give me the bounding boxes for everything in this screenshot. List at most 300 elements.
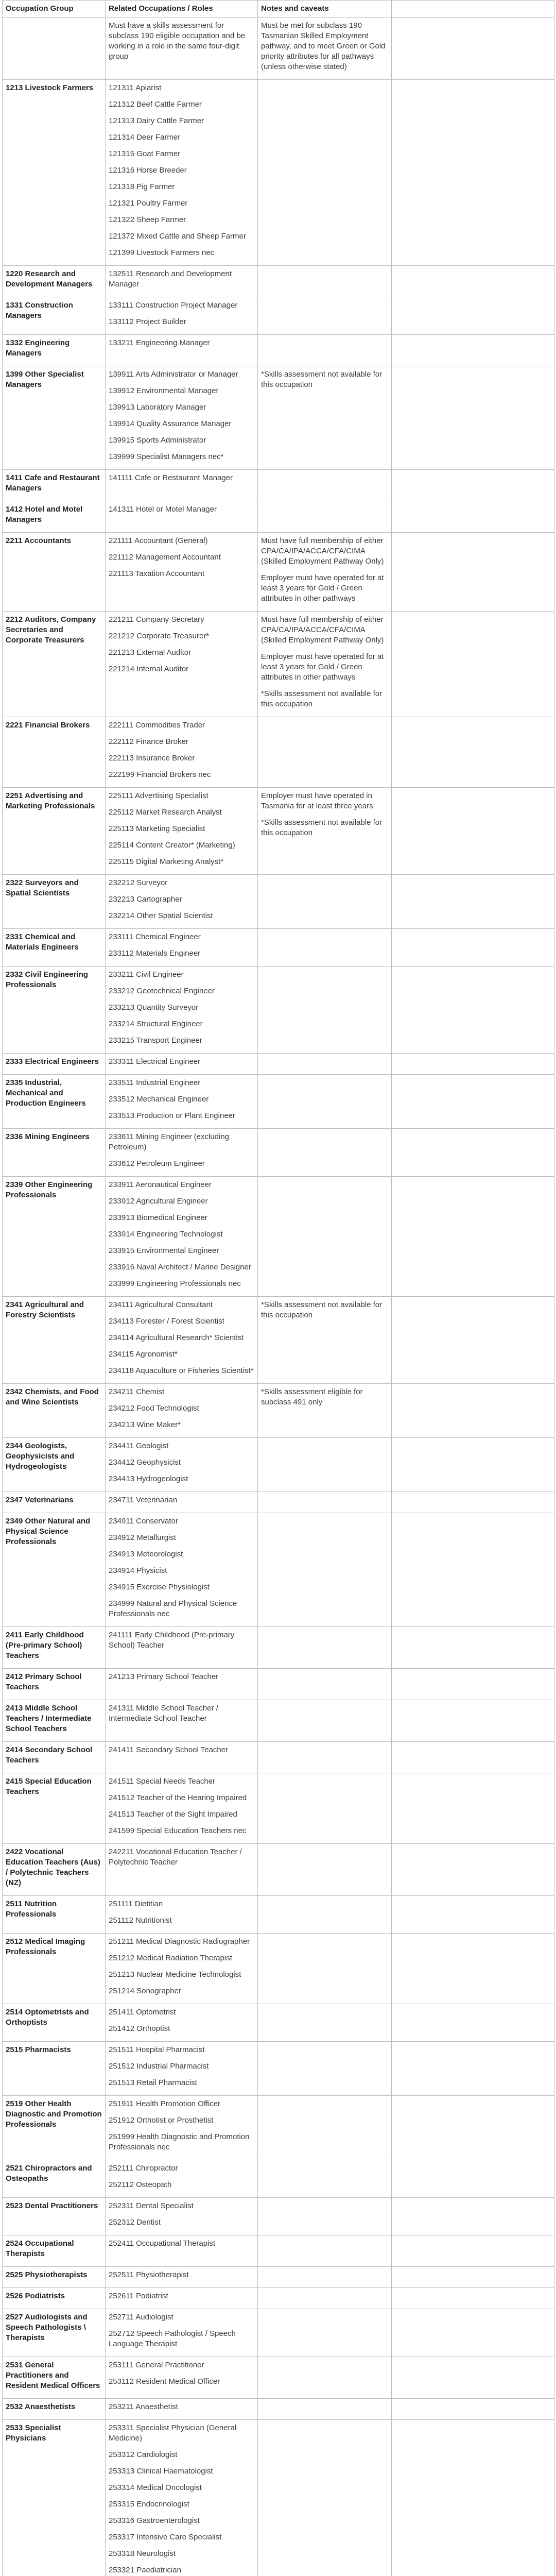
notes-cell — [258, 80, 392, 266]
notes-cell — [258, 1438, 392, 1492]
table-row — [3, 1054, 554, 1075]
notes-cell — [258, 967, 392, 1054]
intro-caveat-note: Must be met for subclass 190 Tasmanian Skilled Employment pathway, and to meet Green or Gold priority attributes for all pathways (unless otherwise stated) — [258, 18, 392, 80]
occupation-item: 233611 Mining Engineer (excluding Petroleum) — [109, 1132, 230, 1151]
table-row — [3, 1627, 554, 1669]
occupation-item: 139913 Laboratory Manager — [109, 403, 206, 412]
occupation-group-cell: 2413 Middle School Teachers / Intermediate School Teachers — [3, 1700, 106, 1742]
table-row — [3, 967, 554, 1054]
related-occupations-cell — [106, 1054, 258, 1075]
related-occupations-cell — [106, 80, 258, 266]
occupation-group-cell: 2512 Medical Imaging Professionals — [3, 1934, 106, 2004]
occupation-item: 251911 Health Promotion Officer — [109, 2099, 221, 2108]
occupation-item: 234911 Conservator — [109, 1517, 178, 1526]
occupation-item: 241411 Secondary School Teacher — [109, 1745, 229, 1754]
notes-cell — [258, 2160, 392, 2198]
related-occupations-cell — [106, 2288, 258, 2309]
occupation-item: 233912 Agricultural Engineer — [109, 1197, 208, 1206]
notes-cell — [258, 2357, 392, 2399]
extra-cell — [392, 2267, 554, 2288]
occupation-item: 121321 Poultry Farmer — [109, 199, 188, 208]
extra-cell — [392, 1627, 554, 1669]
table-row — [3, 929, 554, 967]
occupation-item: 251213 Nuclear Medicine Technologist — [109, 1970, 241, 1979]
occupation-item: 233915 Environmental Engineer — [109, 1246, 219, 1255]
occupation-item: 253111 General Practitioner — [109, 2361, 204, 2369]
notes-cell — [258, 2309, 392, 2357]
header-occupation-group: Occupation Group — [3, 1, 106, 18]
extra-cell — [392, 2004, 554, 2042]
occupation-item: 253317 Intensive Care Specialist — [109, 2533, 222, 2541]
occupation-item: 233215 Transport Engineer — [109, 1036, 202, 1045]
occupation-item: 251511 Hospital Pharmacist — [109, 2045, 205, 2054]
notes-cell — [258, 2288, 392, 2309]
occupation-item: 233999 Engineering Professionals nec — [109, 1279, 241, 1288]
related-occupations-cell — [106, 1513, 258, 1627]
related-occupations-cell — [106, 1844, 258, 1896]
table-row — [3, 2288, 554, 2309]
related-occupations-cell — [106, 2160, 258, 2198]
occupation-group-cell: 2523 Dental Practitioners — [3, 2198, 106, 2235]
table-row — [3, 1896, 554, 1934]
table-row — [3, 335, 554, 366]
related-occupations-cell — [106, 967, 258, 1054]
occupation-item: 241511 Special Needs Teacher — [109, 1777, 216, 1786]
occupation-item: 234111 Agricultural Consultant — [109, 1300, 213, 1309]
occupation-item: 251412 Orthoptist — [109, 2024, 170, 2033]
table-row — [3, 2235, 554, 2267]
occupation-group-cell: 2332 Civil Engineering Professionals — [3, 967, 106, 1054]
occupation-item: 221212 Corporate Treasurer* — [109, 632, 210, 640]
occupation-item: 234711 Veterinarian — [109, 1496, 178, 1504]
occupation-group-cell: 2221 Financial Brokers — [3, 717, 106, 788]
occupation-group-cell: 2336 Mining Engineers — [3, 1129, 106, 1177]
extra-cell — [392, 788, 554, 875]
occupation-group-cell: 2333 Electrical Engineers — [3, 1054, 106, 1075]
occupation-item: 251112 Nutritionist — [109, 1916, 172, 1925]
extra-cell — [392, 967, 554, 1054]
occupation-group-cell: 2422 Vocational Education Teachers (Aus) / Polytechnic Teachers (NZ) — [3, 1844, 106, 1896]
occupation-group-cell: 2526 Podiatrists — [3, 2288, 106, 2309]
occupation-group-cell: 2347 Veterinarians — [3, 1492, 106, 1513]
table-row — [3, 2198, 554, 2235]
occupation-item: 251111 Dietitian — [109, 1900, 163, 1908]
extra-cell — [392, 80, 554, 266]
intro-occupation-note: Must have a skills assessment for subclass 190 eligible occupation and be working in a role in the same four-digit group — [106, 18, 258, 80]
occupation-item: 233911 Aeronautical Engineer — [109, 1180, 212, 1189]
occupation-group-cell: 2511 Nutrition Professionals — [3, 1896, 106, 1934]
table-row — [3, 2309, 554, 2357]
related-occupations-cell — [106, 1773, 258, 1844]
occupation-group-cell: 2412 Primary School Teachers — [3, 1669, 106, 1700]
occupation-item: 221112 Management Accountant — [109, 553, 221, 562]
table-row — [3, 1129, 554, 1177]
occupation-group-cell: 2212 Auditors, Company Secretaries and Corporate Treasurers — [3, 612, 106, 717]
extra-cell — [392, 297, 554, 335]
occupation-item: 121316 Horse Breeder — [109, 166, 187, 175]
occupation-item: 141111 Cafe or Restaurant Manager — [109, 473, 233, 482]
table-row — [3, 1297, 554, 1384]
notes-cell — [258, 2004, 392, 2042]
notes-cell — [258, 1075, 392, 1129]
related-occupations-cell — [106, 788, 258, 875]
occupation-item: 234914 Physicist — [109, 1566, 167, 1575]
occupation-group-cell: 2349 Other Natural and Physical Science Professionals — [3, 1513, 106, 1627]
related-occupations-cell — [106, 1075, 258, 1129]
occupation-item: 233213 Quantity Surveyor — [109, 1003, 199, 1012]
occupation-item: 233511 Industrial Engineer — [109, 1078, 201, 1087]
occupation-item: 225115 Digital Marketing Analyst* — [109, 857, 224, 866]
notes-cell — [258, 1742, 392, 1773]
occupation-item: 253314 Medical Oncologist — [109, 2483, 202, 2492]
related-occupations-cell — [106, 1492, 258, 1513]
note-item: Employer must have operated for at least 3 years for Gold / Green attributes in other pathways — [261, 573, 384, 603]
extra-cell — [392, 2420, 554, 2576]
related-occupations-cell — [106, 1297, 258, 1384]
table-row — [3, 612, 554, 717]
occupation-item: 121314 Deer Farmer — [109, 133, 181, 142]
occupation-item: 251999 Health Diagnostic and Promotion Professionals nec — [109, 2132, 250, 2151]
table-row — [3, 1177, 554, 1297]
occupation-item: 139915 Sports Administrator — [109, 436, 206, 445]
occupation-group-cell: 1331 Construction Managers — [3, 297, 106, 335]
occupation-item: 233111 Chemical Engineer — [109, 933, 201, 941]
notes-cell — [258, 2198, 392, 2235]
related-occupations-cell — [106, 2267, 258, 2288]
occupation-group-cell: 2211 Accountants — [3, 533, 106, 612]
occupation-item: 251212 Medical Radiation Therapist — [109, 1954, 232, 1962]
notes-cell — [258, 717, 392, 788]
occupation-item: 133111 Construction Project Manager — [109, 301, 238, 310]
occupation-item: 233513 Production or Plant Engineer — [109, 1111, 236, 1120]
occupation-item: 121312 Beef Cattle Farmer — [109, 100, 202, 109]
occupation-group-cell: 2525 Physiotherapists — [3, 2267, 106, 2288]
occupation-group-cell: 2341 Agricultural and Forestry Scientists — [3, 1297, 106, 1384]
occupation-item: 139912 Environmental Manager — [109, 386, 219, 395]
notes-cell — [258, 1934, 392, 2004]
occupation-item: 252112 Osteopath — [109, 2180, 172, 2189]
occupation-group-cell: 2532 Anaesthetists — [3, 2399, 106, 2420]
related-occupations-cell — [106, 2096, 258, 2160]
occupation-item: 221111 Accountant (General) — [109, 536, 208, 545]
extra-cell — [392, 1297, 554, 1384]
extra-cell — [392, 929, 554, 967]
notes-cell — [258, 2042, 392, 2096]
extra-cell — [392, 1896, 554, 1934]
occupation-item: 234212 Food Technologist — [109, 1404, 199, 1413]
extra-cell — [392, 1492, 554, 1513]
related-occupations-cell — [106, 717, 258, 788]
related-occupations-cell — [106, 612, 258, 717]
related-occupations-cell — [106, 2309, 258, 2357]
extra-cell — [392, 266, 554, 297]
notes-cell — [258, 875, 392, 929]
occupation-group-cell: 1220 Research and Development Managers — [3, 266, 106, 297]
occupation-item: 234213 Wine Maker* — [109, 1420, 181, 1429]
extra-cell — [392, 612, 554, 717]
occupation-item: 139999 Specialist Managers nec* — [109, 452, 224, 461]
occupation-item: 242211 Vocational Education Teacher / Polytechnic Teacher — [109, 1848, 242, 1867]
notes-cell — [258, 1177, 392, 1297]
table-row — [3, 1934, 554, 2004]
table-row — [3, 1700, 554, 1742]
occupation-item: 233212 Geotechnical Engineer — [109, 987, 215, 995]
related-occupations-cell — [106, 1438, 258, 1492]
occupation-group-cell: 1332 Engineering Managers — [3, 335, 106, 366]
table-row — [3, 1492, 554, 1513]
occupation-item: 252712 Speech Pathologist / Speech Language Therapist — [109, 2329, 236, 2348]
occupation-item: 234411 Geologist — [109, 1442, 169, 1450]
occupation-item: 253311 Specialist Physician (General Medicine) — [109, 2424, 237, 2443]
table-row — [3, 80, 554, 266]
occupation-group-cell: 2527 Audiologists and Speech Pathologists \ Therapists — [3, 2309, 106, 2357]
occupation-item: 234114 Agricultural Research* Scientist — [109, 1333, 244, 1342]
related-occupations-cell — [106, 1627, 258, 1669]
occupation-item: 234912 Metallurgist — [109, 1533, 176, 1542]
table-row — [3, 2399, 554, 2420]
table-row — [3, 2357, 554, 2399]
notes-cell — [258, 1669, 392, 1700]
occupation-group-cell: 2344 Geologists, Geophysicists and Hydrogeologists — [3, 1438, 106, 1492]
extra-cell — [392, 1773, 554, 1844]
notes-cell — [258, 2399, 392, 2420]
notes-cell — [258, 2096, 392, 2160]
occupation-item: 234915 Exercise Physiologist — [109, 1583, 210, 1591]
occupation-group-cell: 2414 Secondary School Teachers — [3, 1742, 106, 1773]
notes-cell — [258, 335, 392, 366]
table-row — [3, 788, 554, 875]
extra-cell — [392, 2235, 554, 2267]
extra-cell — [392, 2357, 554, 2399]
extra-cell — [392, 717, 554, 788]
extra-cell — [392, 366, 554, 470]
occupation-item: 121322 Sheep Farmer — [109, 215, 186, 224]
occupation-item: 225114 Content Creator* (Marketing) — [109, 841, 235, 850]
occupation-group-cell: 2251 Advertising and Marketing Professionals — [3, 788, 106, 875]
occupation-item: 253312 Cardiologist — [109, 2450, 178, 2459]
related-occupations-cell — [106, 1934, 258, 2004]
extra-cell — [392, 1934, 554, 2004]
occupation-item: 225112 Market Research Analyst — [109, 808, 222, 817]
extra-cell — [392, 1075, 554, 1129]
extra-cell — [392, 470, 554, 501]
occupation-item: 133112 Project Builder — [109, 317, 186, 326]
occupation-item: 252511 Physiotherapist — [109, 2270, 189, 2279]
occupation-item: 241213 Primary School Teacher — [109, 1672, 219, 1681]
table-row — [3, 533, 554, 612]
occupation-item: 121313 Dairy Cattle Farmer — [109, 116, 204, 125]
note-item: Employer must have operated for at least 3 years for Gold / Green attributes in other pathways — [261, 652, 384, 682]
related-occupations-cell — [106, 366, 258, 470]
intro-group-cell — [3, 18, 106, 80]
occupation-item: 221213 External Auditor — [109, 648, 192, 657]
occupation-group-cell: 2531 General Practitioners and Resident Medical Officers — [3, 2357, 106, 2399]
related-occupations-cell — [106, 2042, 258, 2096]
occupation-item: 251411 Optometrist — [109, 2008, 176, 2016]
occupation-item: 232214 Other Spatial Scientist — [109, 911, 213, 920]
occupation-item: 233214 Structural Engineer — [109, 1020, 203, 1028]
occupation-item: 234118 Aquaculture or Fisheries Scientist* — [109, 1366, 254, 1375]
notes-cell — [258, 1129, 392, 1177]
occupation-item: 232213 Cartographer — [109, 895, 182, 904]
occupation-group-cell: 2322 Surveyors and Spatial Scientists — [3, 875, 106, 929]
extra-cell — [392, 1438, 554, 1492]
occupation-item: 234115 Agronomist* — [109, 1350, 178, 1359]
occupation-item: 121315 Goat Farmer — [109, 149, 181, 158]
extra-cell — [392, 1700, 554, 1742]
occupation-item: 234211 Chemist — [109, 1387, 165, 1396]
table-row — [3, 470, 554, 501]
occupation-item: 241111 Early Childhood (Pre-primary School) Teacher — [109, 1631, 235, 1650]
occupation-item: 121318 Pig Farmer — [109, 182, 175, 191]
table-row — [3, 875, 554, 929]
related-occupations-cell — [106, 929, 258, 967]
occupation-item: 234413 Hydrogeologist — [109, 1475, 188, 1483]
table-row — [3, 2004, 554, 2042]
occupation-item: 253112 Resident Medical Officer — [109, 2377, 220, 2386]
notes-cell — [258, 1297, 392, 1384]
related-occupations-cell — [106, 335, 258, 366]
notes-cell — [258, 1492, 392, 1513]
extra-cell — [392, 2096, 554, 2160]
extra-cell — [392, 1054, 554, 1075]
note-item: Must have full membership of either CPA/CA/IPA/ACCA/CFA/CIMA (Skilled Employment Pathway Only) — [261, 536, 384, 566]
notes-cell — [258, 2235, 392, 2267]
table-row — [3, 2160, 554, 2198]
occupation-item: 233112 Materials Engineer — [109, 949, 201, 958]
occupation-table — [2, 0, 554, 2576]
related-occupations-cell — [106, 2357, 258, 2399]
table-row — [3, 1844, 554, 1896]
occupation-group-cell: 1213 Livestock Farmers — [3, 80, 106, 266]
occupation-item: 234913 Meteorologist — [109, 1550, 183, 1558]
occupation-item: 253316 Gastroenterologist — [109, 2516, 200, 2525]
related-occupations-cell — [106, 1384, 258, 1438]
occupation-group-cell: 1411 Cafe and Restaurant Managers — [3, 470, 106, 501]
occupation-group-cell: 2411 Early Childhood (Pre-primary School) Teachers — [3, 1627, 106, 1669]
table-row — [3, 297, 554, 335]
occupation-group-cell: 2331 Chemical and Materials Engineers — [3, 929, 106, 967]
notes-cell — [258, 297, 392, 335]
note-item: *Skills assessment eligible for subclass 491 only — [261, 1387, 363, 1406]
occupation-group-cell: 2524 Occupational Therapists — [3, 2235, 106, 2267]
occupation-item: 251513 Retail Pharmacist — [109, 2078, 197, 2087]
table-row — [3, 1742, 554, 1773]
occupation-item: 221214 Internal Auditor — [109, 665, 189, 673]
header-related-occupations: Related Occupations / Roles — [106, 1, 258, 18]
table-row — [3, 1773, 554, 1844]
extra-cell — [392, 2042, 554, 2096]
extra-cell — [392, 875, 554, 929]
extra-cell — [392, 335, 554, 366]
note-item: Must have full membership of either CPA/CA/IPA/ACCA/CFA/CIMA (Skilled Employment Pathway Only) — [261, 615, 384, 645]
occupation-item: 141311 Hotel or Motel Manager — [109, 505, 217, 514]
table-row — [3, 1513, 554, 1627]
extra-cell — [392, 1513, 554, 1627]
occupation-item: 252312 Dentist — [109, 2218, 161, 2227]
notes-cell — [258, 470, 392, 501]
related-occupations-cell — [106, 2399, 258, 2420]
occupation-item: 252611 Podiatrist — [109, 2292, 168, 2300]
occupation-item: 222199 Financial Brokers nec — [109, 770, 211, 779]
extra-cell — [392, 2160, 554, 2198]
occupation-item: 253211 Anaesthetist — [109, 2402, 178, 2411]
note-item: *Skills assessment not available for this occupation — [261, 689, 383, 708]
occupation-group-cell: 2514 Optometrists and Orthoptists — [3, 2004, 106, 2042]
occupation-item: 233211 Civil Engineer — [109, 970, 184, 979]
table-row — [3, 266, 554, 297]
table-row — [3, 2267, 554, 2288]
notes-cell — [258, 1700, 392, 1742]
occupation-group-cell: 2515 Pharmacists — [3, 2042, 106, 2096]
extra-cell — [392, 1177, 554, 1297]
occupation-item: 251214 Sonographer — [109, 1987, 181, 1995]
related-occupations-cell — [106, 1896, 258, 1934]
notes-cell — [258, 1513, 392, 1627]
table-row — [3, 366, 554, 470]
occupation-item: 252411 Occupational Therapist — [109, 2239, 216, 2248]
table-row — [3, 2096, 554, 2160]
occupation-group-cell: 2519 Other Health Diagnostic and Promotion Professionals — [3, 2096, 106, 2160]
occupation-item: 241311 Middle School Teacher / Intermediate School Teacher — [109, 1704, 218, 1723]
occupation-item: 139914 Quality Assurance Manager — [109, 419, 232, 428]
table-body — [3, 18, 554, 2576]
occupation-item: 234412 Geophysicist — [109, 1458, 181, 1467]
occupation-item: 233512 Mechanical Engineer — [109, 1095, 209, 1104]
table-row — [3, 1438, 554, 1492]
notes-cell — [258, 788, 392, 875]
occupation-item: 233913 Biomedical Engineer — [109, 1213, 207, 1222]
occupation-group-cell: 2339 Other Engineering Professionals — [3, 1177, 106, 1297]
related-occupations-cell — [106, 470, 258, 501]
occupation-item: 253321 Paediatrician — [109, 2566, 181, 2574]
related-occupations-cell — [106, 533, 258, 612]
extra-cell — [392, 533, 554, 612]
table-row — [3, 2420, 554, 2576]
occupation-item: 253313 Clinical Haematologist — [109, 2467, 213, 2476]
occupation-item: 132511 Research and Development Manager — [109, 269, 232, 289]
notes-cell — [258, 612, 392, 717]
occupation-item: 232212 Surveyor — [109, 878, 168, 887]
intro-extra-cell — [392, 18, 554, 80]
occupation-group-cell: 2533 Specialist Physicians — [3, 2420, 106, 2576]
notes-cell — [258, 1384, 392, 1438]
occupation-group-cell: 2342 Chemists, and Food and Wine Scientists — [3, 1384, 106, 1438]
occupation-item: 225113 Marketing Specialist — [109, 824, 205, 833]
related-occupations-cell — [106, 1700, 258, 1742]
occupation-item: 225111 Advertising Specialist — [109, 791, 208, 800]
related-occupations-cell — [106, 266, 258, 297]
occupation-item: 234113 Forester / Forest Scientist — [109, 1317, 224, 1326]
occupation-item: 252711 Audiologist — [109, 2313, 173, 2321]
extra-cell — [392, 2198, 554, 2235]
occupation-group-cell: 2335 Industrial, Mechanical and Production Engineers — [3, 1075, 106, 1129]
occupation-group-cell: 2521 Chiropractors and Osteopaths — [3, 2160, 106, 2198]
occupation-item: 241512 Teacher of the Hearing Impaired — [109, 1793, 247, 1802]
occupation-item: 121372 Mixed Cattle and Sheep Farmer — [109, 232, 246, 241]
occupation-group-cell: 1412 Hotel and Motel Managers — [3, 501, 106, 533]
related-occupations-cell — [106, 2004, 258, 2042]
note-item: *Skills assessment not available for this occupation — [261, 1300, 383, 1319]
related-occupations-cell — [106, 1129, 258, 1177]
occupation-item: 133211 Engineering Manager — [109, 338, 210, 347]
occupation-item: 253318 Neurologist — [109, 2549, 176, 2558]
notes-cell — [258, 1054, 392, 1075]
extra-cell — [392, 2288, 554, 2309]
related-occupations-cell — [106, 2198, 258, 2235]
occupation-item: 253315 Endocrinologist — [109, 2500, 189, 2509]
table-row — [3, 1669, 554, 1700]
